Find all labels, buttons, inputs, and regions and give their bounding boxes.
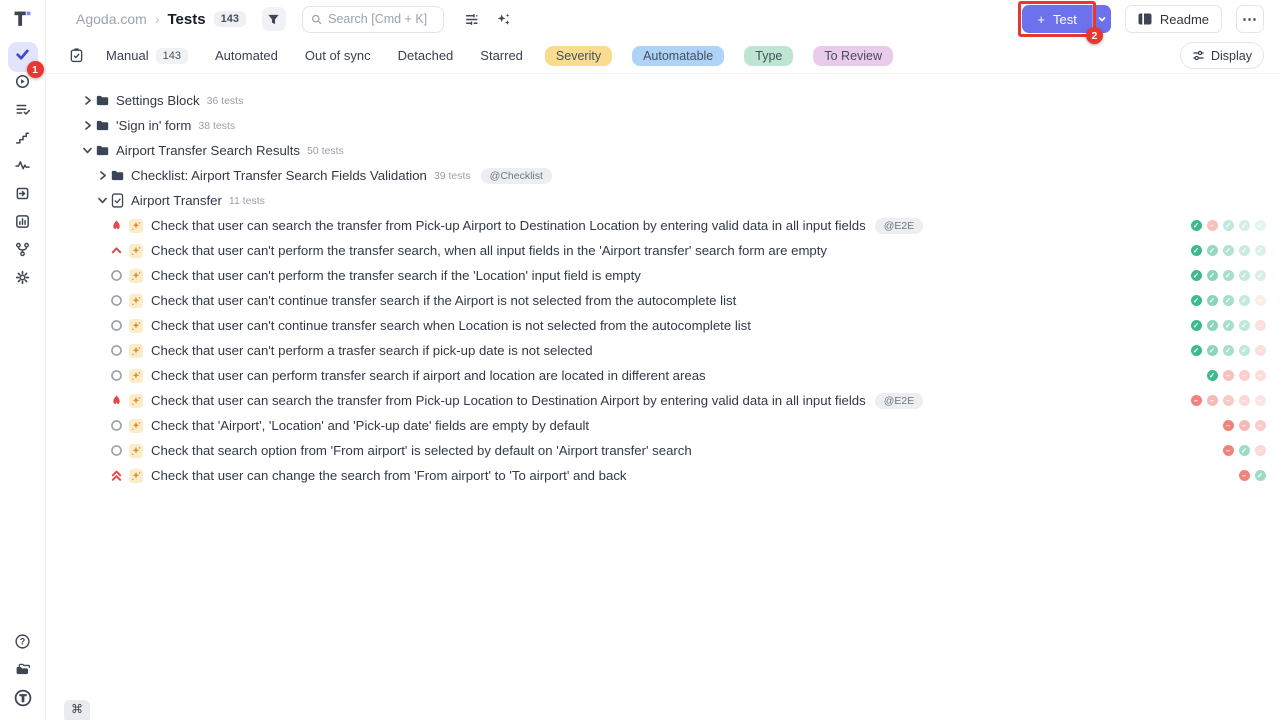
test-title: Check that 'Airport', 'Location' and 'Pick-up date' fields are empty by default: [151, 418, 590, 433]
severity-normal-icon: [109, 294, 123, 307]
test-title: Check that user can't perform the transfer search, when all input fields in the 'Airport transfer' search form are empty: [151, 243, 828, 258]
run-status-dot-failed: –: [1223, 370, 1234, 381]
run-status-slot: [1236, 270, 1252, 281]
run-status-slot: [1188, 395, 1204, 406]
filter-pill-automatable[interactable]: Automatable: [632, 46, 724, 66]
test-title: Check that user can't continue transfer search when Location is not selected from the autocomplete list: [151, 318, 751, 333]
test-row[interactable]: [46, 238, 1280, 263]
chevron-right-icon[interactable]: [94, 170, 110, 181]
run-status-slot: [1204, 395, 1220, 406]
run-status-slot: [1220, 420, 1236, 431]
breadcrumb-project[interactable]: Agoda.com: [76, 11, 147, 27]
page-title: Tests: [167, 10, 206, 28]
folder-icon: [96, 145, 109, 156]
severity-normal-icon: [109, 319, 123, 332]
header-quick-icons: [460, 7, 516, 31]
run-status-dots: [1188, 320, 1268, 331]
run-status-slot: [1220, 445, 1236, 456]
filter-lines-icon: [464, 12, 479, 27]
filters-toolbar: [46, 38, 1280, 74]
run-status-dot-passed: ✓: [1223, 320, 1234, 331]
chevron-down-icon[interactable]: [94, 195, 110, 206]
nav-pulse-button[interactable]: [8, 154, 38, 182]
test-row[interactable]: [46, 263, 1280, 288]
top-header: [46, 0, 1280, 42]
nav-tests-button[interactable]: [8, 42, 38, 76]
run-status-slot: [1188, 420, 1204, 431]
run-status-dot-passed: ✓: [1239, 295, 1250, 306]
readme-book-icon: [1138, 13, 1152, 25]
run-status-slot: [1220, 395, 1236, 406]
tab-starred[interactable]: Starred: [480, 48, 523, 63]
run-status-dot-passed: ✓: [1207, 320, 1218, 331]
run-status-dots: [1188, 245, 1268, 256]
tree-folder-row[interactable]: [46, 163, 1280, 188]
folder-icon: [111, 170, 124, 181]
test-title: Check that user can search the transfer from Pick-up Location to Destination Airport by entering valid data in all input fields: [151, 393, 866, 408]
chevron-down-icon: [1097, 14, 1107, 24]
folder-name: Airport Transfer Search Results: [116, 143, 300, 158]
run-status-dot-passed: ✓: [1191, 270, 1202, 281]
run-status-slot: [1252, 395, 1268, 406]
run-status-slot: [1252, 245, 1268, 256]
run-status-slot: [1236, 445, 1252, 456]
run-status-slot: [1188, 370, 1204, 381]
ai-generated-icon: [129, 469, 143, 483]
filter-pill-type[interactable]: Type: [744, 46, 793, 66]
tab-out-of-sync[interactable]: Out of sync: [304, 48, 371, 63]
run-status-dot-failed: –: [1255, 420, 1266, 431]
gear-icon: [15, 270, 30, 290]
tests-count-badge: 143: [214, 11, 246, 27]
sidebar-bottom-nav: [8, 630, 38, 714]
filter-funnel-button[interactable]: [262, 7, 286, 31]
test-row[interactable]: [46, 438, 1280, 463]
run-status-slot: [1252, 345, 1268, 356]
severity-normal-icon: [109, 444, 123, 457]
run-status-slot: [1204, 445, 1220, 456]
file-name: Airport Transfer: [131, 193, 222, 208]
run-status-dot-failed: –: [1191, 395, 1202, 406]
run-status-dot-passed: ✓: [1207, 245, 1218, 256]
chart-sq-icon: [15, 214, 30, 234]
run-status-slot: [1204, 420, 1220, 431]
run-status-slot: [1236, 420, 1252, 431]
test-title: Check that user can't perform the transfer search if the 'Location' input field is empty: [151, 268, 641, 283]
run-status-dot-failed: –: [1255, 445, 1266, 456]
app-logo-icon: [13, 10, 33, 28]
run-status-dot-passed: ✓: [1191, 345, 1202, 356]
folder-icon: [96, 120, 109, 131]
tests-count-label: 11 tests: [228, 194, 265, 207]
test-row[interactable]: [46, 213, 1280, 238]
run-status-dots: [1188, 220, 1268, 231]
folder-name: Settings Block: [116, 93, 200, 108]
test-title: Check that search option from 'From airport' is selected by default on 'Airport transfer' search: [151, 443, 692, 458]
run-status-dot-failed: –: [1223, 420, 1234, 431]
command-key-icon: ⌘: [71, 702, 83, 716]
run-status-slot: [1220, 295, 1236, 306]
run-status-slot: [1220, 270, 1236, 281]
nav-plans-button[interactable]: [8, 98, 38, 126]
plus-icon: +: [1037, 11, 1046, 27]
folders-icon: [15, 662, 31, 682]
ai-generated-icon: [129, 419, 143, 433]
run-status-dot-failed: –: [1255, 295, 1266, 306]
run-status-slot: [1204, 270, 1220, 281]
search-box[interactable]: [302, 6, 444, 33]
sparkles-icon: [496, 12, 511, 27]
run-status-slot: [1188, 270, 1204, 281]
svg-text:?: ?: [19, 636, 26, 647]
run-status-slot: [1220, 320, 1236, 331]
ai-generated-icon: [129, 219, 143, 233]
run-status-slot: [1252, 420, 1268, 431]
run-status-slot: [1204, 295, 1220, 306]
run-status-dot-passed: ✓: [1191, 320, 1202, 331]
import-box-icon: [15, 186, 30, 206]
run-status-dot-failed: –: [1239, 395, 1250, 406]
run-status-dot-failed: –: [1255, 320, 1266, 331]
tree-folder-row[interactable]: [46, 138, 1280, 163]
run-status-dot-passed: ✓: [1255, 270, 1266, 281]
test-tag-badge: @E2E: [875, 393, 924, 409]
filter-pills: [545, 46, 893, 66]
test-row[interactable]: [46, 388, 1280, 413]
nav-branches-button[interactable]: [8, 238, 38, 266]
run-status-slot: [1236, 470, 1252, 481]
severity-normal-icon: [109, 344, 123, 357]
tests-count-label: 50 tests: [306, 144, 344, 157]
keyboard-shortcuts-button[interactable]: [64, 700, 90, 720]
run-status-slot: [1204, 345, 1220, 356]
logo-circle-icon: [14, 689, 32, 712]
test-row[interactable]: [46, 338, 1280, 363]
run-status-dots: [1188, 470, 1268, 481]
run-status-dots: [1188, 445, 1268, 456]
run-status-dot-failed: –: [1239, 470, 1250, 481]
run-status-slot: [1236, 320, 1252, 331]
chevron-down-icon[interactable]: [79, 145, 95, 156]
run-status-slot: [1236, 295, 1252, 306]
severity-blocker-icon: [109, 220, 123, 231]
folder-name: 'Sign in' form: [116, 118, 192, 133]
ai-generated-icon: [129, 294, 143, 308]
run-status-slot: [1252, 470, 1268, 481]
new-test-split-button: [1022, 5, 1110, 42]
chevron-right-icon[interactable]: [79, 120, 95, 131]
ai-generated-icon: [129, 269, 143, 283]
run-status-slot: [1252, 320, 1268, 331]
nav-settings-button[interactable]: [8, 266, 38, 294]
run-status-dot-passed: ✓: [1207, 295, 1218, 306]
test-tree: [46, 74, 1280, 720]
run-status-dot-passed: ✓: [1255, 245, 1266, 256]
pulse-icon: [15, 158, 30, 178]
run-status-slot: [1188, 220, 1204, 231]
run-status-dots: [1188, 270, 1268, 281]
list-check-icon: [15, 102, 30, 122]
test-row[interactable]: [46, 288, 1280, 313]
play-circle-icon: [15, 74, 30, 94]
tab-automated[interactable]: Automated: [215, 48, 278, 63]
run-status-slot: [1236, 245, 1252, 256]
run-status-dot-passed: ✓: [1207, 345, 1218, 356]
run-status-dot-passed: ✓: [1191, 245, 1202, 256]
ai-sparkles-button[interactable]: [492, 7, 516, 31]
ai-generated-icon: [129, 344, 143, 358]
run-status-dot-passed: ✓: [1239, 220, 1250, 231]
display-sliders-icon: [1192, 49, 1205, 62]
run-status-dot-failed: –: [1223, 445, 1234, 456]
tests-count-label: 38 tests: [198, 119, 236, 132]
test-row[interactable]: [46, 313, 1280, 338]
run-status-dot-passed: ✓: [1239, 445, 1250, 456]
run-status-slot: [1252, 270, 1268, 281]
readme-button[interactable]: Readme: [1125, 5, 1222, 33]
annotation-step-2-badge: 2: [1086, 27, 1103, 44]
nav-steps-button[interactable]: [8, 126, 38, 154]
tab-manual[interactable]: Manual 143: [106, 48, 188, 64]
run-status-dot-failed: –: [1255, 345, 1266, 356]
run-status-dot-passed: ✓: [1223, 220, 1234, 231]
run-status-dot-passed: ✓: [1239, 320, 1250, 331]
run-status-dots: [1188, 420, 1268, 431]
main-area: [46, 0, 1280, 720]
test-tag-badge: @E2E: [875, 218, 924, 234]
run-status-slot: [1236, 395, 1252, 406]
run-status-slot: [1188, 445, 1204, 456]
run-status-dots: [1188, 395, 1268, 406]
new-test-dropdown-button[interactable]: [1092, 5, 1111, 33]
run-status-dot-failed: –: [1207, 395, 1218, 406]
run-status-slot: [1220, 220, 1236, 231]
run-status-slot: [1188, 245, 1204, 256]
test-title: Check that user can search the transfer from Pick-up Airport to Destination Location by entering valid data in all input fields: [151, 218, 866, 233]
filter-pill-severity[interactable]: Severity: [545, 46, 612, 66]
breadcrumb: [76, 11, 246, 28]
run-status-dots: [1188, 295, 1268, 306]
run-status-dot-failed: –: [1239, 420, 1250, 431]
run-status-slot: [1220, 345, 1236, 356]
sidebar: [0, 0, 46, 720]
run-status-dot-failed: –: [1255, 395, 1266, 406]
severity-highest-icon: [109, 469, 123, 482]
new-test-button[interactable]: + Test: [1022, 5, 1091, 33]
annotation-step-1-badge: 1: [27, 61, 44, 78]
nav-help-button[interactable]: [8, 630, 38, 658]
bulk-edit-button[interactable]: [69, 48, 84, 63]
tests-count-label: 39 tests: [433, 169, 471, 182]
run-status-dot-passed: ✓: [1223, 245, 1234, 256]
run-status-dot-passed: ✓: [1239, 245, 1250, 256]
run-status-dot-failed: –: [1223, 395, 1234, 406]
severity-normal-icon: [109, 369, 123, 382]
run-status-slot: [1204, 220, 1220, 231]
suite-tag-badge: @Checklist: [481, 168, 552, 184]
run-status-slot: [1220, 470, 1236, 481]
run-status-dot-passed: ✓: [1255, 220, 1266, 231]
branch-icon: [15, 242, 30, 262]
run-status-dot-passed: ✓: [1223, 345, 1234, 356]
run-status-dot-failed: –: [1207, 220, 1218, 231]
severity-normal-icon: [109, 419, 123, 432]
run-status-slot: [1204, 370, 1220, 381]
test-title: Check that user can't continue transfer search if the Airport is not selected from the autocomplete list: [151, 293, 737, 308]
header-actions: [1022, 5, 1264, 42]
folder-icon: [96, 95, 109, 106]
breadcrumb-separator: ›: [154, 11, 160, 27]
run-status-dot-passed: ✓: [1255, 470, 1266, 481]
run-status-slot: [1252, 220, 1268, 231]
run-status-slot: [1188, 320, 1204, 331]
run-status-dots: [1188, 345, 1268, 356]
ai-generated-icon: [129, 394, 143, 408]
run-status-slot: [1252, 295, 1268, 306]
run-status-dot-passed: ✓: [1191, 220, 1202, 231]
run-status-slot: [1252, 445, 1268, 456]
suite-file-icon: [111, 193, 124, 208]
test-row[interactable]: [46, 363, 1280, 388]
run-status-dots: [1188, 370, 1268, 381]
tests-count-label: 36 tests: [206, 94, 244, 107]
severity-normal-icon: [109, 269, 123, 282]
tree-folder-row[interactable]: [46, 113, 1280, 138]
run-status-dot-passed: ✓: [1223, 295, 1234, 306]
run-status-slot: [1188, 295, 1204, 306]
ai-generated-icon: [129, 319, 143, 333]
run-status-dot-failed: –: [1239, 370, 1250, 381]
nav-brand-button[interactable]: [8, 686, 38, 714]
run-status-dot-passed: ✓: [1239, 270, 1250, 281]
run-status-slot: [1220, 245, 1236, 256]
more-actions-button[interactable]: [1236, 5, 1264, 33]
sidebar-top-nav: [8, 42, 38, 294]
ai-generated-icon: [129, 369, 143, 383]
run-status-dot-passed: ✓: [1223, 270, 1234, 281]
search-icon: [311, 13, 322, 26]
view-tabs: [106, 48, 523, 64]
help-icon: [14, 633, 31, 655]
search-input[interactable]: [328, 12, 435, 26]
run-status-dot-passed: ✓: [1191, 295, 1202, 306]
test-row[interactable]: [46, 413, 1280, 438]
run-status-slot: [1204, 245, 1220, 256]
run-status-slot: [1252, 370, 1268, 381]
run-status-dot-passed: ✓: [1207, 270, 1218, 281]
nav-import-button[interactable]: [8, 182, 38, 210]
test-row[interactable]: [46, 463, 1280, 488]
funnel-icon: [267, 13, 280, 26]
run-status-dot-passed: ✓: [1239, 345, 1250, 356]
run-status-slot: [1236, 370, 1252, 381]
ai-generated-icon: [129, 244, 143, 258]
tab-detached[interactable]: Detached: [397, 48, 454, 63]
nav-analytics-button[interactable]: [8, 210, 38, 238]
filter-pill-to-review[interactable]: To Review: [813, 46, 893, 66]
run-status-dot-failed: –: [1255, 370, 1266, 381]
folder-name: Checklist: Airport Transfer Search Fields Validation: [131, 168, 427, 183]
steps-icon: [15, 130, 30, 150]
severity-high-icon: [109, 244, 123, 257]
nav-docs-button[interactable]: [8, 658, 38, 686]
filter-lines-button[interactable]: [460, 7, 484, 31]
run-status-slot: [1236, 345, 1252, 356]
test-title: Check that user can't perform a trasfer search if pick-up date is not selected: [151, 343, 593, 358]
run-status-slot: [1188, 470, 1204, 481]
chevron-right-icon[interactable]: [79, 95, 95, 106]
clipboard-check-icon: [69, 48, 84, 63]
annotation-target: [1022, 5, 1098, 42]
test-title: Check that user can change the search from 'From airport' to 'To airport' and back: [151, 468, 627, 483]
manual-count-badge: 143: [156, 48, 188, 64]
run-status-slot: [1220, 370, 1236, 381]
run-status-slot: [1204, 320, 1220, 331]
tree-file-row[interactable]: [46, 188, 1280, 213]
severity-blocker-icon: [109, 395, 123, 406]
run-status-slot: [1204, 470, 1220, 481]
run-status-dot-passed: ✓: [1207, 370, 1218, 381]
ai-generated-icon: [129, 444, 143, 458]
display-button[interactable]: Display: [1180, 42, 1264, 69]
tree-folder-row[interactable]: [46, 88, 1280, 113]
ellipsis-icon: ⋯: [1242, 11, 1258, 28]
test-title: Check that user can perform transfer search if airport and location are located in different areas: [151, 368, 706, 383]
run-status-slot: [1188, 345, 1204, 356]
run-status-slot: [1236, 220, 1252, 231]
